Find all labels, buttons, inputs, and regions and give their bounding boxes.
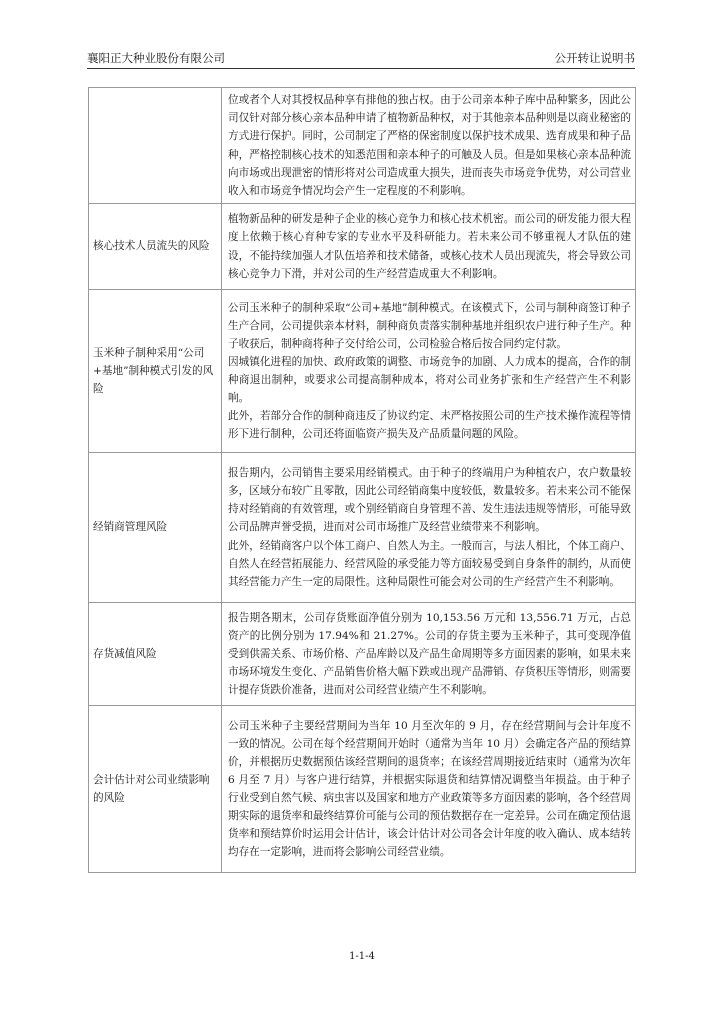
risk-name-cell: 存货减值风险 [89,603,222,706]
risk-paragraph: 植物新品种的研发是种子企业的核心竞争力和核心技术机密。而公司的研发能力很大程度上依赖于核心育种专家的专业水平及科研能力。若未来公司不够重视人才队伍的建设，不能持续加强人才队伍培养和技术储备，或核心技术人员出现流失，将会导致公司核心竞争力下滑，并对公司的生产经营造成重大不利影响。 [228,213,631,280]
risk-description-cell [222,204,636,290]
risk-paragraph: 因城镇化进程的加快、政府政策的调整、市场竞争的加剧、人力成本的提高，合作的制种商退出制种，或要求公司提高制种成本，将对公司业务扩张和生产经营产生不利影响。 [228,355,631,405]
risk-name-cell: 会计估计对公司业绩影响的风险 [89,706,222,873]
risk-paragraph: 此外，若部分合作的制种商违反了协议约定、未严格按照公司的生产技术操作流程等情形下进行制种，公司还将面临资产损失及产品质量问题的风险。 [228,410,631,441]
risk-paragraph: 公司玉米种子主要经营期间为当年 10 月至次年的 9 月，存在经营期间与会计年度不一致的情况。公司在每个经营期间开始时（通常为当年 10 月）会确定各产品的预结算价，并根据历史数据预估该经营期间的退货率；在该经营周期接近结束时（通常为次年 6 月至 7 月）与客户进行结算，并根据实际退货和结算情况调整当年损益。由于种子行业受到自然气候、病虫害以及国家和地方产业政策等多方面因素的影响，各个经营周期实际的退货率和最终结算价可能与公司的预估数据存在一定差异。公司在确定预估退货率和预结算价时运用会计估计，该会计估计对公司各会计年度的收入确认、成本结转均存在一定影响，进而将会影响公司经营业绩。 [228,719,631,859]
risk-description-cell [222,706,636,873]
risk-paragraph: 报告期各期末，公司存货账面净值分别为 10,153.56 万元和 13,556.71 万元，占总资产的比例分别为 17.94%和 21.27%。公司的存货主要为玉米种子，其可变现净值受到供需关系、市场价格、产品库龄以及产品生命周期等多方面因素的影响，如果未来市场环境发生变化、产品销售价格大幅下跌或出现产品滞销、存货积压等情形，则需要计提存货跌价准备，进而对公司经营业绩产生不利影响。 [228,611,631,697]
risk-name-cell [89,88,222,204]
risk-paragraph: 位或者个人对其授权品种享有排他的独占权。由于公司亲本种子库中品种繁多，因此公司仅针对部分核心亲本品种申请了植物新品种权，对于其他亲本品种则是以商业秘密的方式进行保护。同时，公司制定了严格的保密制度以保护技术成果、选育成果和种子品种，严格控制核心技术的知悉范围和亲本种子的可触及人员。但是如果核心亲本品种流向市场或出现泄密的情形将对公司造成重大损失，进而丧失市场竞争优势，对公司营业收入和市场竞争情况均会产生一定程度的不利影响。 [228,94,631,197]
risk-table [88,87,636,873]
risk-description-cell [222,290,636,453]
page-header [87,50,635,69]
risk-paragraph: 公司玉米种子的制种采取“公司+基地”制种模式。在该模式下，公司与制种商签订种子生产合同，公司提供亲本材料，制种商负责落实制种基地并组织农户进行种子生产。种子收获后，制种商将种子交付给公司，公司检验合格后按合同约定付款。 [228,301,631,350]
table-row [89,603,636,706]
risk-name-cell: 玉米种子制种采用“公司+基地”制种模式引发的风险 [89,290,222,453]
risk-paragraph: 此外，经销商客户以个体工商户、自然人为主。一般而言，与法人相比，个体工商户、自然人在经营拓展能力、经营风险的承受能力等方面较易受到自身条件的制约，从而使其经营能力产生一定的局限性。这种局限性可能会对公司的生产经营产生不利影响。 [228,539,631,588]
risk-name-cell: 经销商管理风险 [89,453,222,603]
table-row [89,290,636,453]
document-title: 公开转让说明书 [554,51,635,65]
risk-name-cell: 核心技术人员流失的风险 [89,204,222,290]
risk-description-cell [222,88,636,204]
risk-description-cell [222,453,636,603]
risk-paragraph: 报告期内，公司销售主要采用经销模式。由于种子的终端用户为种植农户，农户数量较多，区域分布较广且零散，因此公司经销商集中度较低，数量较多。若未来公司不能保持对经销商的有效管理，或个别经销商自身管理不善、发生违法违规等情形，可能导致公司品牌声誉受损，进而对公司市场推广及经营业绩带来不利影响。 [228,467,631,534]
table-row [89,453,636,603]
page-number: 1-1-4 [349,951,375,962]
company-name: 襄阳正大种业股份有限公司 [87,51,225,65]
table-row [89,204,636,290]
risk-description-cell [222,603,636,706]
table-row [89,88,636,204]
table-row [89,706,636,873]
